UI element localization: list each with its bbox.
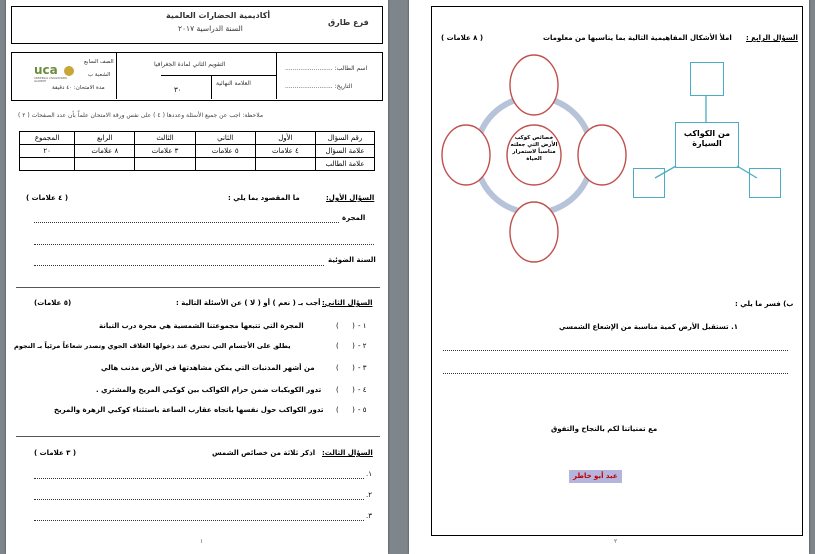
- planet-box-top[interactable]: [690, 62, 724, 96]
- col-head-2: الثاني: [195, 132, 255, 145]
- divider-q2: [16, 436, 380, 437]
- mark-q4: ٨ علامات: [75, 145, 135, 158]
- exam-duration: مدة الامتحان: ٤٠ دقيقة: [52, 85, 105, 91]
- exam-page-2: [409, 0, 809, 554]
- planet-box-right[interactable]: [749, 168, 781, 198]
- grade-table: [19, 131, 375, 171]
- part-b-answer-line-2[interactable]: [443, 373, 788, 374]
- part-b-answer-line-1[interactable]: [443, 350, 788, 351]
- q1-answer-line-1[interactable]: [34, 222, 339, 223]
- col-head-1: الأول: [255, 132, 315, 145]
- q3-num-1: ١.: [366, 470, 372, 478]
- mark-total: ٢٠: [20, 145, 75, 158]
- q1-answer-line-3[interactable]: [34, 265, 324, 266]
- col-head-total: المجموع: [20, 132, 75, 145]
- student-mark-q3[interactable]: [135, 158, 195, 171]
- q4-title: السؤال الرابع :: [746, 34, 798, 42]
- earth-ellipse-top: [510, 55, 558, 115]
- earth-center-text: خصائص كوكب الأرض التي جعلته مناسباً لاستمرار الحياة: [510, 135, 558, 162]
- planet-center-box: من الكواكب السيارة: [675, 122, 739, 168]
- row-label-question-number: رقم السؤال: [316, 132, 375, 145]
- q1-title: السؤال الأول:: [326, 194, 375, 202]
- exam-note: ملاحظة: اجب عن جميع الأسئلة وعددها ( ٤ ) على نفس ورقة الامتحان علماً بأن عدد الصفحات ( ٢ ): [18, 112, 264, 119]
- student-mark-total[interactable]: [20, 158, 75, 171]
- q2-item-2-num: ٢ -: [358, 342, 367, 350]
- earth-ellipse-right: [578, 125, 626, 185]
- q2-item-1-answer[interactable]: ( ): [336, 322, 355, 330]
- planet-box-left[interactable]: [633, 168, 665, 198]
- diagram-earth: [439, 52, 629, 272]
- student-mark-q4[interactable]: [75, 158, 135, 171]
- q3-title: السؤال الثالث:: [322, 449, 373, 457]
- earth-ellipse-left: [442, 125, 490, 185]
- col-head-4: الرابع: [75, 132, 135, 145]
- q2-prompt: أجب بـ ( نعم ) أو ( لا ) عن الأسئلة التالية :: [176, 299, 321, 307]
- q1-prompt: ما المقصود بما يلي :: [228, 194, 300, 202]
- part-b-title: ب) فسر ما يلي :: [735, 300, 794, 308]
- q2-title: السؤال الثاني:: [322, 299, 373, 307]
- q1-answer-line-2[interactable]: [34, 244, 374, 245]
- student-mark-q1[interactable]: [255, 158, 315, 171]
- col-head-3: الثالث: [135, 132, 195, 145]
- academy-logo: uca UNIVERSAL CIVILIZATIONS ACADEMY: [34, 64, 80, 82]
- q2-item-5-answer[interactable]: ( ): [336, 406, 355, 414]
- q1-term-2: السنة الضوئية: [328, 256, 376, 264]
- row-label-student-mark: علامة الطالب: [316, 158, 375, 171]
- school-year: السنة الدراسية ٢٠١٧: [178, 24, 243, 33]
- q2-item-1-num: ١ -: [358, 322, 367, 330]
- q2-item-2-answer[interactable]: ( ): [336, 342, 355, 350]
- q3-answer-line-2[interactable]: [34, 499, 364, 500]
- row-label-question-mark: علامة السؤال: [316, 145, 375, 158]
- q2-item-1-text: المجرة التي تتبعها مجموعتنا الشمسية هي مجرة درب التبانة: [99, 322, 304, 330]
- closing-wishes: مع تمنياتنا لكم بالنجاح والتفوق: [551, 425, 658, 433]
- q3-answer-line-1[interactable]: [34, 478, 364, 479]
- q3-answer-line-3[interactable]: [34, 520, 364, 521]
- divider-q1: [16, 287, 380, 288]
- final-grade-value: ٣٠: [174, 86, 182, 94]
- q3-marks: ( ٣ علامات ): [34, 449, 77, 457]
- q2-item-3-num: ٣ -: [358, 364, 367, 372]
- q4-prompt: املأ الأشكال المفاهيمية التالية بما يناسبها من معلومات: [543, 34, 732, 42]
- class-label: الصف السابع: [84, 59, 114, 65]
- branch-name: فرع طارق: [328, 18, 369, 27]
- q2-item-4-text: تدور الكويكبات ضمن حزام الكواكب بين كوكبي المريخ والمشتري .: [96, 386, 322, 394]
- q2-item-2-text: يطلق على الأجسام التي تحترق عند دخولها الغلاف الجوي وتصدر شعاعاً مرئياً بـ النجوم: [14, 342, 291, 350]
- q3-prompt: اذكر ثلاثة من خصائص الشمس: [212, 449, 316, 457]
- section-label: الشعبة ب: [88, 72, 111, 78]
- final-grade-label: العلامة النهائية: [216, 80, 251, 87]
- teacher-name: عبد أبو خاطر: [569, 470, 622, 483]
- mark-q2: ٥ علامات: [195, 145, 255, 158]
- page-number-2: ٢: [614, 538, 618, 545]
- diagram-planets: [631, 58, 781, 208]
- q2-item-5-text: تدور الكواكب حول نفسها باتجاه عقارب الساعة باستثناء كوكبي الزهرة والمريخ: [54, 406, 324, 414]
- q2-item-4-answer[interactable]: ( ): [336, 386, 355, 394]
- earth-ellipse-bottom: [510, 202, 558, 262]
- mark-q3: ٣ علامات: [135, 145, 195, 158]
- q2-marks: (٥ علامات): [34, 299, 72, 307]
- q2-item-5-num: ٥ -: [358, 406, 367, 414]
- q2-item-3-text: من أشهر المذنبات التي يمكن مشاهدتها في الأرض مذنب هالي: [101, 364, 315, 372]
- student-name-field: اسم الطالب: .........................: [285, 65, 368, 72]
- mark-q1: ٤ علامات: [255, 145, 315, 158]
- q3-num-3: ٣.: [366, 512, 372, 520]
- page-number-1: ١: [200, 538, 204, 545]
- academy-name: أكاديمية الحضارات العالمية: [166, 11, 271, 20]
- q1-term-1: المجرة: [342, 214, 366, 222]
- exam-page-1: [6, 0, 388, 554]
- q2-item-4-num: ٤ -: [358, 386, 367, 394]
- q4-marks: ( ٨ علامات ): [441, 34, 484, 42]
- q3-num-2: ٢.: [366, 491, 372, 499]
- student-mark-q2[interactable]: [195, 158, 255, 171]
- exam-date-field: التاريخ: .........................: [285, 83, 353, 90]
- q2-item-3-answer[interactable]: ( ): [336, 364, 355, 372]
- exam-type: التقويم الثاني لمادة الجغرافيا: [154, 61, 226, 68]
- part-b-item-1: ١. تستقبل الأرض كمية مناسبة من الإشعاع الشمسي: [559, 323, 739, 331]
- q1-marks: ( ٤ علامات ): [26, 194, 69, 202]
